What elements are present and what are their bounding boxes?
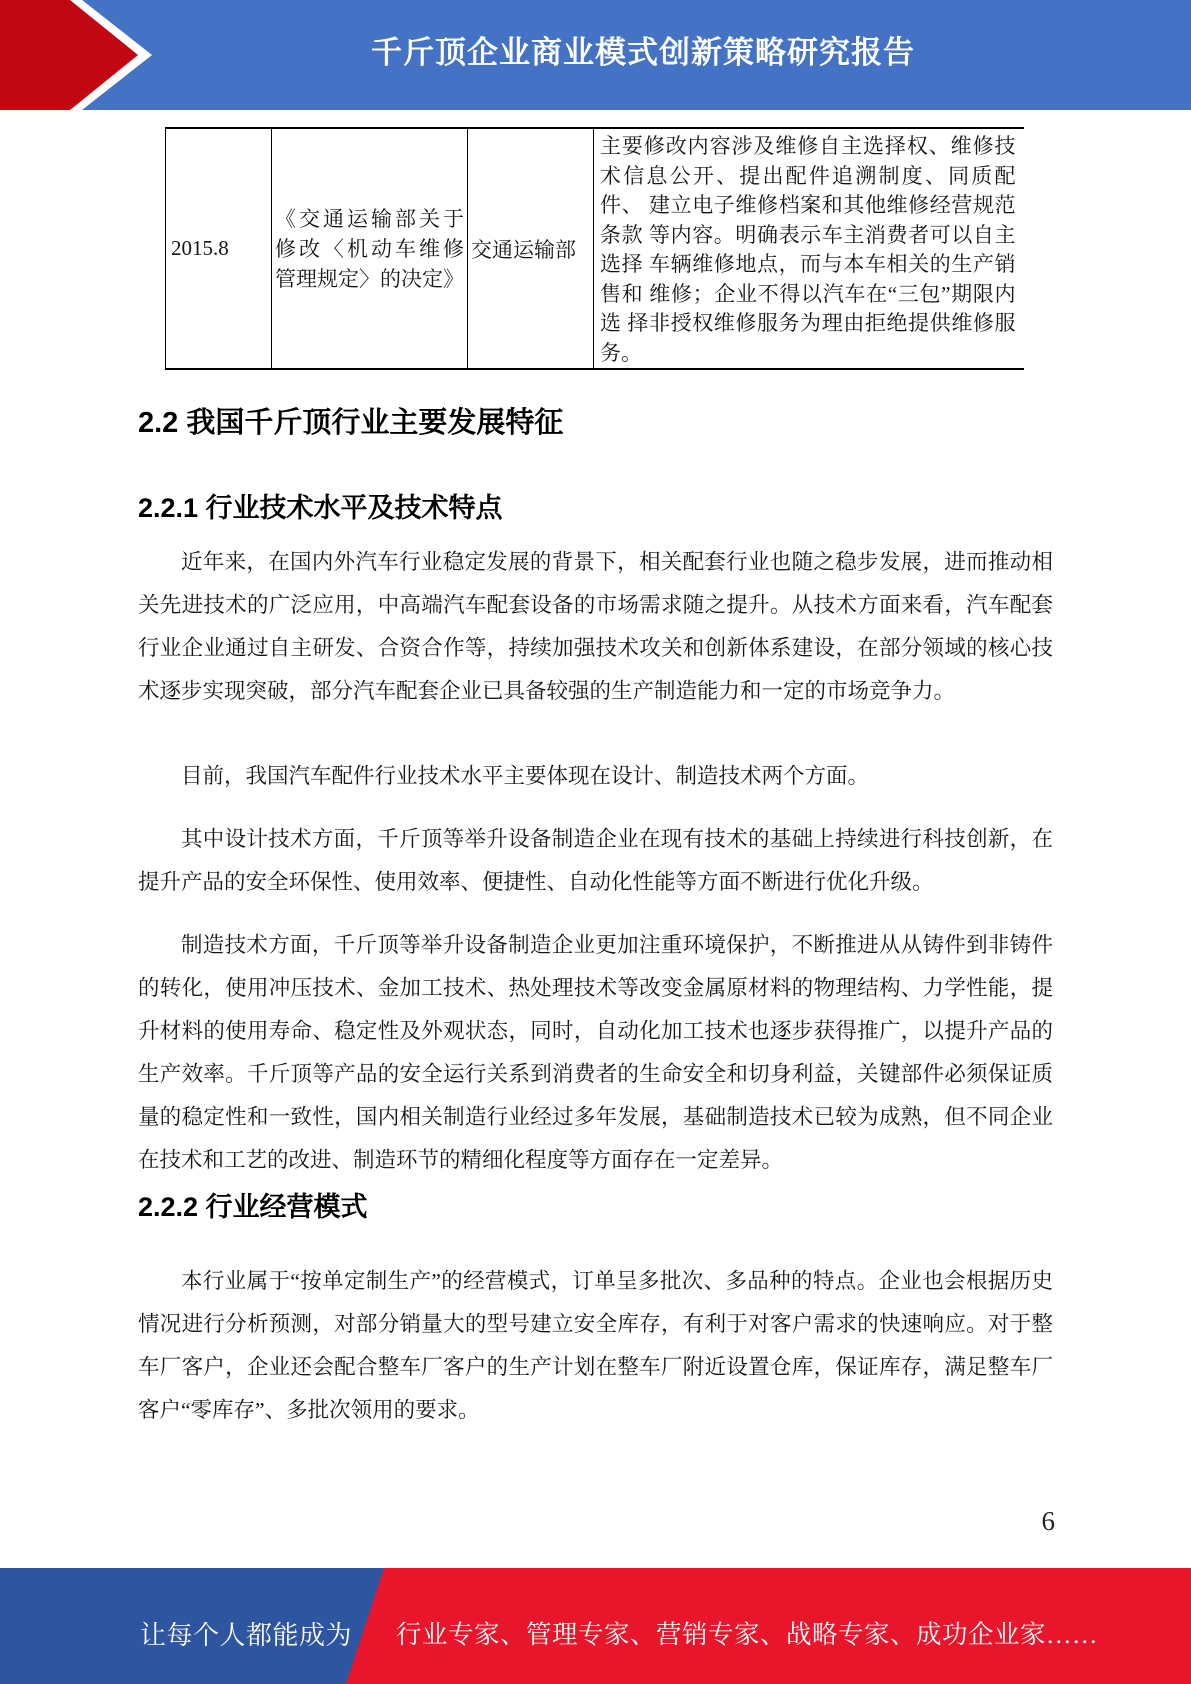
footer-slogan-left: 让每个人都能成为 [140,1621,353,1650]
footer-slogan-right: 行业专家、管理专家、营销专家、战略专家、成功企业家…… [396,1620,1099,1649]
paragraph: 目前，我国汽车配件行业技术水平主要体现在设计、制造技术两个方面。 [181,764,870,788]
report-title: 千斤顶企业商业模式创新策略研究报告 [371,35,915,70]
document-body [138,349,1053,1432]
policy-department-cell: 交通运输部 [468,128,594,369]
policy-table [165,127,1024,370]
section-2-2-heading: 2.2 我国千斤顶行业主要发展特征 [138,407,564,439]
policy-date-cell: 2015.8 [166,128,272,369]
paragraph: 本行业属于“按单定制生产”的经营模式，订单呈多批次、多品种的特点。企业也会根据历史情况进行分析预测，对部分销量大的型号建立安全库存，有利于对客户需求的快速响应。对于整车厂客户，企业还会配合整车厂客户的生产计划在整车厂附近设置仓库，保证库存，满足整车厂客户“零库存”、多批次领用的要求。 [138,1269,1053,1422]
paragraph: 近年来，在国内外汽车行业稳定发展的背景下，相关配套行业也随之稳步发展，进而推动相关先进技术的广泛应用，中高端汽车配套设备的市场需求随之提升。从技术方面来看，汽车配套行业企业通过自主研发、合资合作等，持续加强技术攻关和创新体系建设，在部分领域的核心技术逐步实现突破，部分汽车配套企业已具备较强的生产制造能力和一定的市场竞争力。 [138,550,1053,703]
policy-content-cell: 主要修改内容涉及维修自主选择权、维修技 术信息公开、提出配件追溯制度、同质配件、 建立电子维修档案和其他维修经营规范条款 等内容。明确表示车主消费者可以自主选择 车辆维修地点，而与本车相关的生产销售和 维修；企业不得以汽车在“三包”期限内选 择非授权维修服务为理由拒绝提供维修服 务。 [594,128,1024,369]
paragraph: 其中设计技术方面，千斤顶等举升设备制造企业在现有技术的基础上持续进行科技创新，在提升产品的安全环保性、使用效率、便捷性、自动化性能等方面不断进行优化升级。 [138,827,1053,894]
table-row [166,128,1024,369]
section-2-2-1-heading: 2.2.1 行业技术水平及技术特点 [138,493,503,523]
page-footer [0,1568,1191,1684]
paragraph: 制造技术方面，千斤顶等举升设备制造企业更加注重环境保护，不断推进从从铸件到非铸件的转化，使用冲压技术、金加工技术、热处理技术等改变金属原材料的物理结构、力学性能，提升材料的使用寿命、稳定性及外观状态，同时，自动化加工技术也逐步获得推广，以提升产品的生产效率。千斤顶等产品的安全运行关系到消费者的生命安全和切身利益，关键部件必须保证质量的稳定性和一致性，国内相关制造行业经过多年发展，基础制造技术已较为成熟，但不同企业在技术和工艺的改进、制造环节的精细化程度等方面存在一定差异。 [138,933,1053,1172]
page-number: 6 [1041,1506,1055,1536]
policy-name-cell: 《交通运输部关于 修改〈机动车维修 管理规定〉的决定》 [272,128,468,369]
page-header-banner [0,0,1191,110]
section-2-2-2-heading: 2.2.2 行业经营模式 [138,1192,368,1222]
